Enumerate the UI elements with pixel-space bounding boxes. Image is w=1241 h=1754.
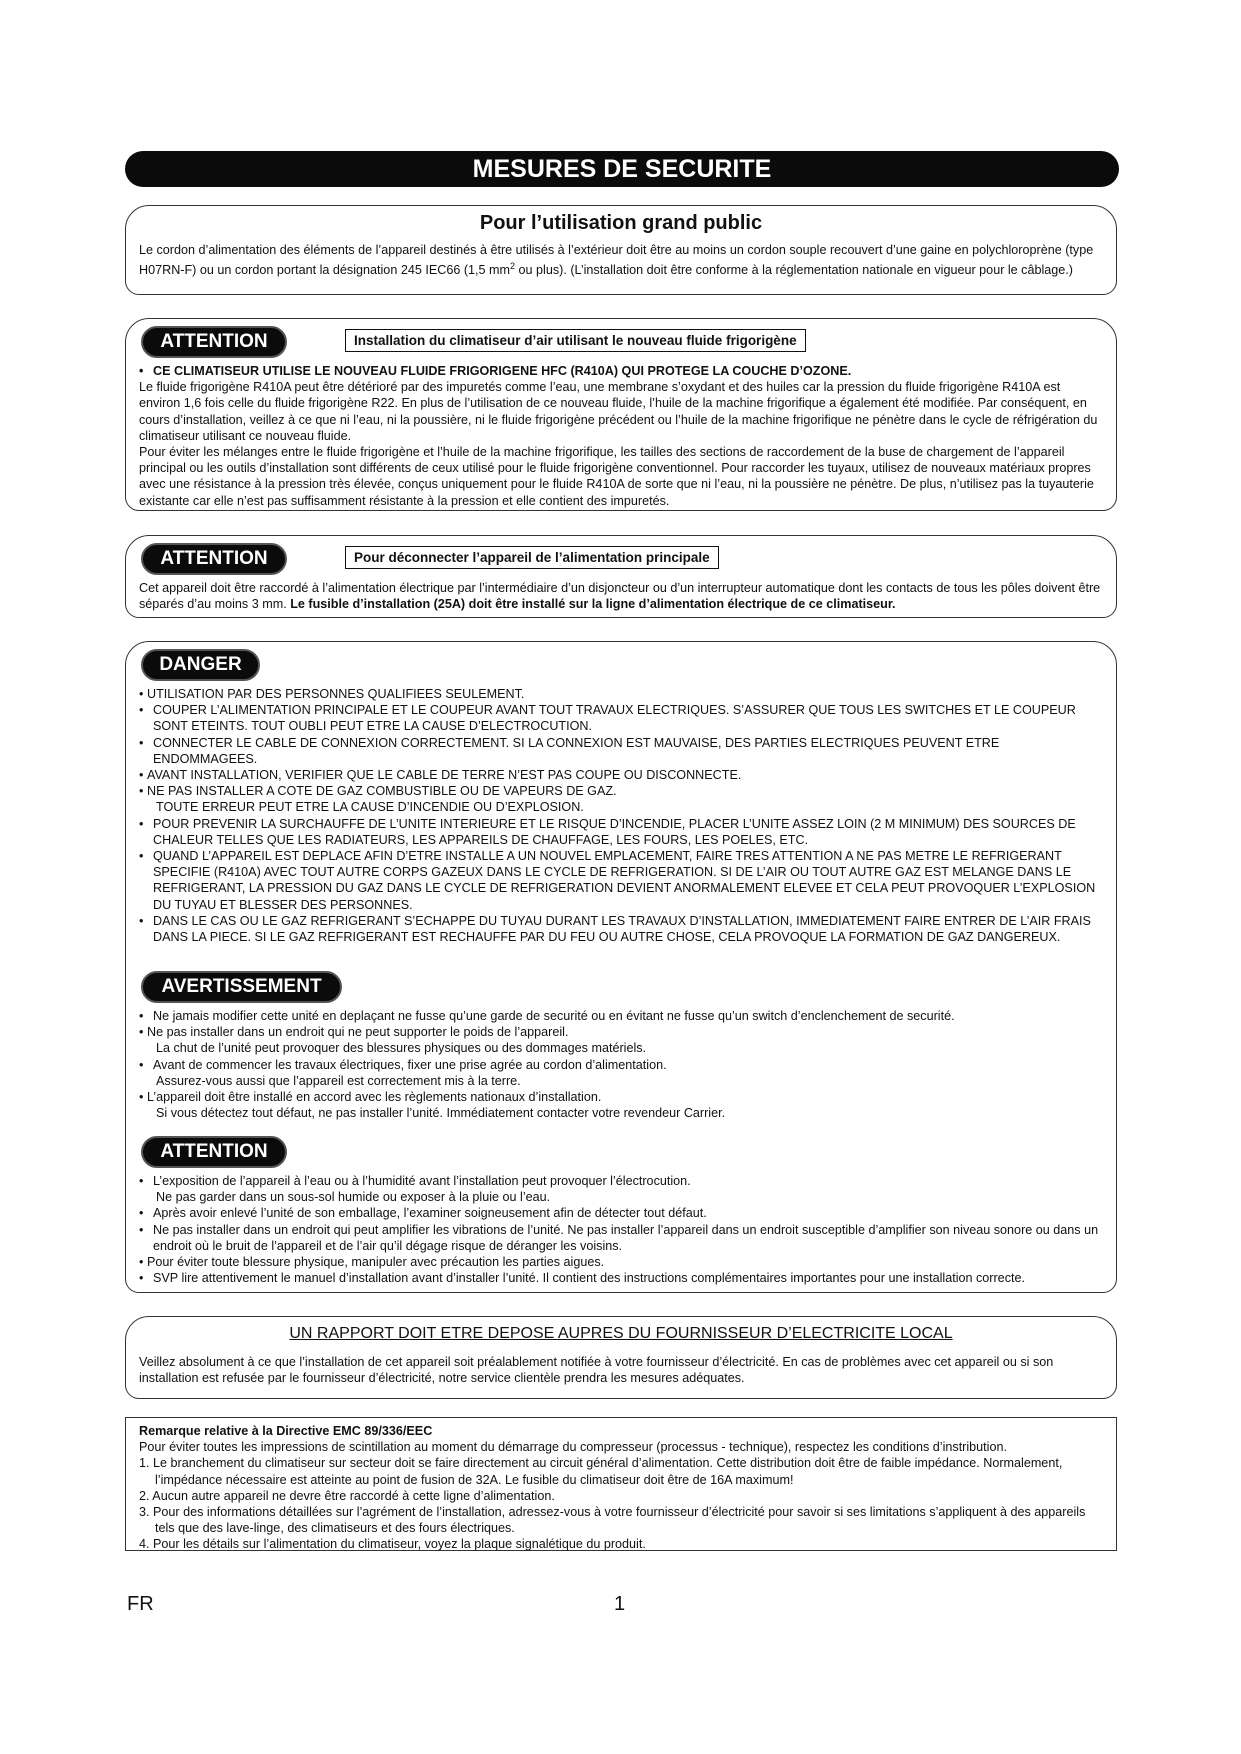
grand-public-text-1: Le cordon d’alimentation des éléments de l’appareil destinés à être utilisés à l’extérieur doit être au moins un cordon souple recouvert d’une gaine en polychloroprène (type H07RN-F) ou un cordon portant la désignation 245 IEC66 (1,5 mm — [139, 243, 1094, 278]
danger-item: • AVANT INSTALLATION, VERIFIER QUE LE CABLE DE TERRE N’EST PAS COUPE OU DISCONNECTE. — [139, 767, 1104, 783]
attention-refrigerant-para-1: Le fluide frigorigène R410A peut être détérioré par des impuretés comme l’eau, une membrane s’oxydant et des huiles car la pression du fluide frigorigène R410A est environ 1,6 fois celle du fluide frigorigène R22. En plus de l’utilisation de ce nouveau fluide, l’huile de la machine frigorifique a également été modifiée. Par conséquent, en cours d’installation, veillez à ce que ni l’eau, ni la poussière, ni le fluide frigorigène précédent ou l’huile de la machine frigorifique ne pénètre dans le cycle de réfrigération du climatiseur utilisant ce nouveau fluide. — [139, 380, 1098, 443]
danger-item: • CONNECTER LE CABLE DE CONNEXION CORRECTEMENT. SI LA CONNEXION EST MAUVAISE, DES PARTIES ELECTRIQUES PEUVENT ETRE ENDOMMAGEES. — [139, 735, 1104, 767]
avertissement-item: • L’appareil doit être installé en accord avec les règlements nationaux d’installation. — [139, 1089, 1104, 1105]
avertissement-item: Si vous détectez tout défaut, ne pas installer l’unité. Immédiatement contacter votre revendeur Carrier. — [156, 1106, 726, 1121]
danger-item: • NE PAS INSTALLER A COTE DE GAZ COMBUSTIBLE OU DE VAPEURS DE GAZ. — [139, 783, 1104, 799]
attention-list — [139, 1173, 1104, 1286]
rapport-panel — [125, 1316, 1117, 1399]
rapport-heading: UN RAPPORT DOIT ETRE DEPOSE AUPRES DU FOURNISSEUR D’ELECTRICITE LOCAL — [289, 1325, 953, 1342]
attention-disconnect-normal: Cet appareil doit être raccordé à l’alimentation électrique par l’intermédiaire d’un disjoncteur ou d’un interrupteur automatique dont les contacts de tous les pôles doivent être séparés d’au moins 3 mm. — [139, 581, 1101, 612]
attention-disconnect-text — [139, 580, 1104, 612]
grand-public-heading: Pour l’utilisation grand public — [479, 212, 763, 234]
attention-item: • Après avoir enlevé l’unité de son emballage, l’examiner soigneusement afin de détecter tout défaut. — [139, 1205, 1104, 1221]
avertissement-item: • Avant de commencer les travaux électriques, fixer une prise agrée au cordon d’alimentation. — [139, 1057, 1104, 1073]
attention-pill-3: ATTENTION — [141, 1136, 287, 1168]
danger-item: • POUR PREVENIR LA SURCHAUFFE DE L’UNITE INTERIEURE ET LE RISQUE D’INCENDIE, PLACER L’UNITE ASSEZ LOIN (2 M MINIMUM) DES SOURCES DE CHALEUR TELLES QUE LES RADIATEURS, LES APPAREILS DE CHAUFFAGE, LES FOURS, LES POELES, ETC. — [139, 816, 1104, 848]
attention-pill-2: ATTENTION — [141, 543, 287, 575]
danger-item: • UTILISATION PAR DES PERSONNES QUALIFIEES SEULEMENT. — [139, 686, 1104, 702]
attention-disconnect-title: Pour déconnecter l’appareil de l’alimentation principale — [345, 546, 719, 569]
grand-public-sup: 2 — [510, 261, 516, 272]
emc-list — [139, 1455, 1103, 1552]
attention-item: • SVP lire attentivement le manuel d’installation avant d’installer l’unité. Il contient des instructions complémentaires importantes pour une installation correcte. — [139, 1270, 1104, 1286]
danger-pill: DANGER — [141, 649, 260, 681]
avertissement-list — [139, 1008, 1104, 1121]
danger-item: • COUPER L’ALIMENTATION PRINCIPALE ET LE COUPEUR AVANT TOUT TRAVAUX ELECTRIQUES. S’ASSURER QUE TOUS LES SWITCHES ET LE COUPEUR SONT ETEINTS. TOUT OUBLI PEUT ETRE LA CAUSE D’ELECTROCUTION. — [139, 702, 1104, 734]
avertissement-item: • Ne pas installer dans un endroit qui ne peut supporter le poids de l’appareil. — [139, 1024, 1104, 1040]
attention-refrigerant-bold-bullet: • CE CLIMATISEUR UTILISE LE NOUVEAU FLUIDE FRIGORIGENE HFC (R410A) QUI PROTEGE LA COUCHE D’OZONE. — [139, 363, 1104, 379]
emc-note-box — [125, 1417, 1117, 1551]
attention-item: Ne pas garder dans un sous-sol humide ou exposer à la pluie ou l’eau. — [156, 1190, 551, 1205]
page-title: MESURES DE SECURITE — [125, 151, 1119, 187]
emc-heading: Remarque relative à la Directive EMC 89/336/EEC — [139, 1424, 433, 1438]
emc-item: 3. Pour des informations détaillées sur l’agrément de l’installation, adressez-vous à votre fournisseur d’électricité pour savoir si ses limitations s’appliquent à des appareils tels que des lave-linge, des climatiseurs et des fours électriques. — [139, 1505, 1086, 1536]
footer-language: FR — [127, 1593, 154, 1615]
grand-public-text-2: ou plus). (L’installation doit être conforme à la réglementation nationale en vigueur pour le câblage.) — [515, 263, 1073, 278]
attention-item: • Ne pas installer dans un endroit qui peut amplifier les vibrations de l’unité. Ne pas installer l’appareil dans un endroit susceptible d’amplifier son niveau sonore ou dans un endroit où le bruit de l’appareil et de l’air qu’il dégage risque de déranger les voisins. — [139, 1222, 1104, 1254]
attention-item: • Pour éviter toute blessure physique, manipuler avec précaution les parties aigues. — [139, 1254, 1104, 1270]
emc-item: 2. Aucun autre appareil ne devre être raccordé à cette ligne d’alimentation. — [139, 1488, 555, 1503]
avertissement-pill: AVERTISSEMENT — [141, 971, 342, 1003]
attention-disconnect-bold: Le fusible d’installation (25A) doit être installé sur la ligne d’alimentation électrique de ce climatiseur. — [290, 597, 896, 612]
danger-item: TOUTE ERREUR PEUT ETRE LA CAUSE D’INCENDIE OU D’EXPLOSION. — [156, 800, 584, 815]
danger-panel — [125, 641, 1117, 1293]
attention-refrigerant-title: Installation du climatiseur d’air utilisant le nouveau fluide frigorigène — [345, 329, 806, 352]
avertissement-item: La chut de l’unité peut provoquer des blessures physiques ou des dommages matériels. — [156, 1041, 647, 1056]
attention-pill-1: ATTENTION — [141, 326, 287, 358]
danger-list — [139, 686, 1104, 945]
grand-public-panel — [125, 205, 1117, 295]
emc-item: 4. Pour les détails sur l’alimentation du climatiseur, voyez la plaque signalétique du produit. — [139, 1537, 646, 1552]
avertissement-item: Assurez-vous aussi que l’appareil est correctement mis à la terre. — [156, 1073, 521, 1088]
attention-refrigerant-para-2: Pour éviter les mélanges entre le fluide frigorigène et l’huile de la machine frigorifique, les tailles des sections de raccordement de la buse de chargement de l’appareil principal ou les outils d’installation sont différents de ceux utilisé pour le fluide frigorigène conventionnel. Pour raccorder les tuyaux, utilisez de nouveaux matériaux propres avec une résistance à la pression très élevée, conçus uniquement pour le fluide R410A de sorte que ni l’eau, ni la poussière ne pénètre. De plus, n’utilisez pas la tuyauterie existante car elle n’est pas suffisamment résistante à la pression et elle contient des impuretés. — [139, 445, 1094, 508]
attention-item: • L’exposition de l’appareil à l’eau ou à l’humidité avant l’installation peut provoquer l’électrocution. — [139, 1173, 1104, 1189]
emc-item: 1. Le branchement du climatiseur sur secteur doit se faire directement au circuit général d’alimentation. Cette distribution doit être de faible impédance. Normalement, l’impédance nécessaire est atteinte au point de fusion de 32A. Le fusible du climatiseur doit être de 16A maximum! — [139, 1456, 1063, 1487]
danger-item: • DANS LE CAS OU LE GAZ REFRIGERANT S’ECHAPPE DU TUYAU DURANT LES TRAVAUX D’INSTALLATION, IMMEDIATEMENT FAIRE ENTRER DE L’AIR FRAIS DANS LA PIECE. SI LE GAZ REFRIGERANT EST RECHAUFFE PAR DU FEU OU AUTRE CHOSE, CELA PROVOQUE LA FORMATION DE GAZ DANGEREUX. — [139, 913, 1104, 945]
grand-public-text — [139, 242, 1104, 279]
page-number: 1 — [614, 1593, 626, 1615]
avertissement-item: • Ne jamais modifier cette unité en deplaçant ne fusse qu’une garde de securité ou en évitant ne fusse qu’un switch d’enclenchement de securité. — [139, 1008, 1104, 1024]
danger-item: • QUAND L’APPAREIL EST DEPLACE AFIN D’ETRE INSTALLE A UN NOUVEL EMPLACEMENT, FAIRE TRES ATTENTION A NE PAS METRE LE REFRIGERANT SPECIFIE (R410A) AVEC TOUT AUTRE CORPS GAZEUX DANS LE CYCLE DE REFRIGERATION. SI DE L’AIR OU TOUT AUTRE GAZ EST MELANGE DANS LE REFRIGERANT, LA PRESSION DU GAZ DANS LE CYCLE DE REFRIGERATION DEVIENT ANORMALEMENT ELEVEE ET CELA PEUT PROVOQUER L’EXPLOSION DU TUYAU ET BLESSER DES PERSONNES. — [139, 848, 1104, 913]
rapport-text: Veillez absolument à ce que l’installation de cet appareil soit préalablement notifiée à votre fournisseur d’électricité. En cas de problèmes avec cet appareil ou si son installation est refusée par le fournisseur d’électricité, notre service clientèle prendra les mesures adéquates. — [139, 1355, 1054, 1386]
emc-intro: Pour éviter toutes les impressions de scintillation au moment du démarrage du compresseur (processus - technique), respectez les conditions d’instribution. — [139, 1440, 1007, 1455]
